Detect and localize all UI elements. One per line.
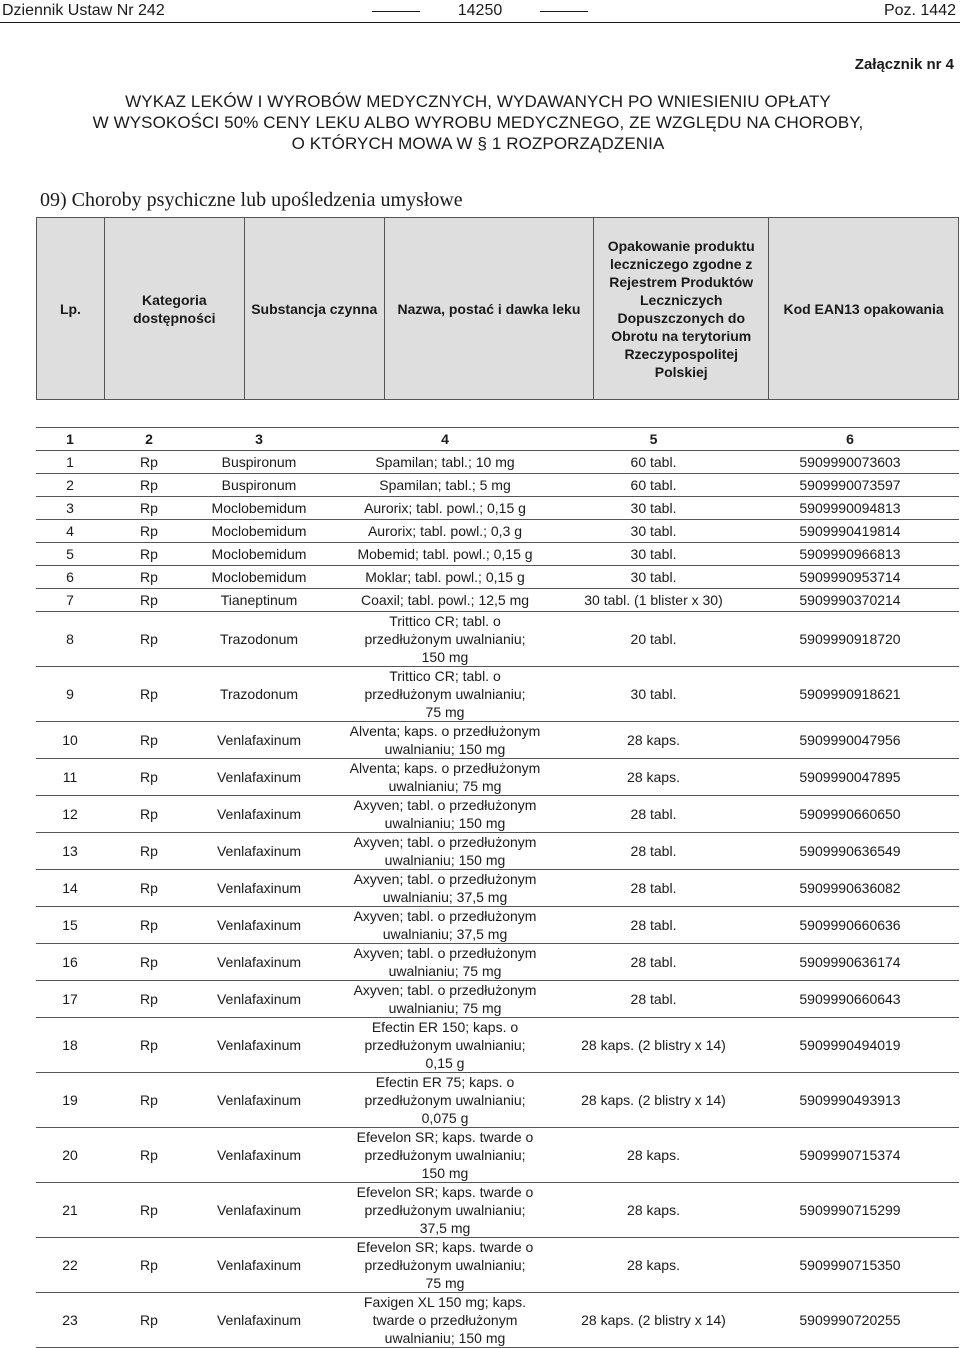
column-number: 6 — [741, 428, 959, 451]
row-package: 30 tabl. — [566, 566, 741, 589]
row-lp: 5 — [36, 543, 104, 566]
row-package: 28 tabl. — [566, 870, 741, 907]
row-category: Rp — [104, 566, 194, 589]
row-category: Rp — [104, 1073, 194, 1128]
drug-table — [36, 427, 959, 1348]
row-drug-name: Axyven; tabl. o przedłużonym uwalnianiu; 150 mg — [324, 833, 566, 870]
table-row — [36, 497, 959, 520]
row-ean: 5909990094813 — [741, 497, 959, 520]
column-number: 4 — [324, 428, 566, 451]
row-ean: 5909990953714 — [741, 566, 959, 589]
row-ean: 5909990918621 — [741, 667, 959, 722]
row-ean: 5909990715299 — [741, 1183, 959, 1238]
row-category: Rp — [104, 944, 194, 981]
row-substance: Venlafaxinum — [194, 796, 324, 833]
header-package: Opakowanie produktu leczniczego zgodne z Rejestrem Produktów Leczniczych Dopuszczonych do Obrotu na terytorium Rzeczypospolitej Polskiej — [594, 218, 769, 400]
page-number: 14250 — [430, 2, 530, 20]
row-drug-name: Alventa; kaps. o przedłużonym uwalnianiu; 150 mg — [324, 722, 566, 759]
table-row — [36, 566, 959, 589]
title-line: WYKAZ LEKÓW I WYROBÓW MEDYCZNYCH, WYDAWANYCH PO WNIESIENIU OPŁATY — [125, 92, 831, 111]
row-lp: 4 — [36, 520, 104, 543]
row-lp: 15 — [36, 907, 104, 944]
annex-label: Załącznik nr 4 — [854, 56, 954, 73]
row-drug-name: Efectin ER 150; kaps. o przedłużonym uwalnianiu; 0,15 g — [324, 1018, 566, 1073]
row-substance: Buspironum — [194, 451, 324, 474]
row-substance: Venlafaxinum — [194, 870, 324, 907]
row-package: 28 kaps. — [566, 722, 741, 759]
header-drug-name: Nazwa, postać i dawka leku — [384, 218, 594, 400]
row-substance: Moclobemidum — [194, 566, 324, 589]
row-drug-name: Axyven; tabl. o przedłużonym uwalnianiu; 37,5 mg — [324, 870, 566, 907]
row-ean: 5909990073603 — [741, 451, 959, 474]
row-package: 28 tabl. — [566, 981, 741, 1018]
row-drug-name: Axyven; tabl. o przedłużonym uwalnianiu; 37,5 mg — [324, 907, 566, 944]
row-lp: 2 — [36, 474, 104, 497]
table-row — [36, 981, 959, 1018]
row-lp: 10 — [36, 722, 104, 759]
row-lp: 17 — [36, 981, 104, 1018]
row-package: 28 kaps. — [566, 759, 741, 796]
row-drug-name: Aurorix; tabl. powl.; 0,15 g — [324, 497, 566, 520]
row-substance: Venlafaxinum — [194, 759, 324, 796]
row-category: Rp — [104, 520, 194, 543]
row-lp: 11 — [36, 759, 104, 796]
row-category: Rp — [104, 497, 194, 520]
row-package: 28 kaps. — [566, 1183, 741, 1238]
row-drug-name: Efevelon SR; kaps. twarde o przedłużonym uwalnianiu; 75 mg — [324, 1238, 566, 1293]
row-drug-name: Efevelon SR; kaps. twarde o przedłużonym uwalnianiu; 37,5 mg — [324, 1183, 566, 1238]
row-lp: 1 — [36, 451, 104, 474]
row-lp: 7 — [36, 589, 104, 612]
row-substance: Venlafaxinum — [194, 1018, 324, 1073]
row-drug-name: Axyven; tabl. o przedłużonym uwalnianiu; 150 mg — [324, 796, 566, 833]
table-row — [36, 759, 959, 796]
row-drug-name: Alventa; kaps. o przedłużonym uwalnianiu; 75 mg — [324, 759, 566, 796]
row-substance: Venlafaxinum — [194, 1238, 324, 1293]
journal-name: Dziennik Ustaw Nr 242 — [2, 2, 165, 19]
table-header — [36, 217, 959, 400]
row-package: 20 tabl. — [566, 612, 741, 667]
row-ean: 5909990720255 — [741, 1293, 959, 1348]
row-package: 28 kaps. (2 blistry x 14) — [566, 1293, 741, 1348]
row-drug-name: Axyven; tabl. o przedłużonym uwalnianiu; 75 mg — [324, 981, 566, 1018]
row-substance: Trazodonum — [194, 667, 324, 722]
row-lp: 23 — [36, 1293, 104, 1348]
table-row — [36, 796, 959, 833]
row-package: 28 kaps. (2 blistry x 14) — [566, 1073, 741, 1128]
column-number: 3 — [194, 428, 324, 451]
row-substance: Moclobemidum — [194, 543, 324, 566]
row-package: 60 tabl. — [566, 474, 741, 497]
row-package: 28 kaps. — [566, 1238, 741, 1293]
row-lp: 9 — [36, 667, 104, 722]
row-lp: 21 — [36, 1183, 104, 1238]
row-substance: Venlafaxinum — [194, 981, 324, 1018]
row-ean: 5909990636082 — [741, 870, 959, 907]
row-ean: 5909990419814 — [741, 520, 959, 543]
row-drug-name: Faxigen XL 150 mg; kaps. twarde o przedłużonym uwalnianiu; 150 mg — [324, 1293, 566, 1348]
row-package: 30 tabl. (1 blister x 30) — [566, 589, 741, 612]
table-row — [36, 667, 959, 722]
row-package: 30 tabl. — [566, 520, 741, 543]
row-substance: Moclobemidum — [194, 520, 324, 543]
row-substance: Trazodonum — [194, 612, 324, 667]
row-ean: 5909990966813 — [741, 543, 959, 566]
header-lp: Lp. — [37, 218, 105, 400]
table-row — [36, 451, 959, 474]
row-category: Rp — [104, 474, 194, 497]
table-row — [36, 474, 959, 497]
section-title: 09) Choroby psychiczne lub upośledzenia umysłowe — [40, 189, 463, 211]
row-package: 60 tabl. — [566, 451, 741, 474]
row-drug-name: Spamilan; tabl.; 5 mg — [324, 474, 566, 497]
row-lp: 20 — [36, 1128, 104, 1183]
row-package: 28 kaps. — [566, 1128, 741, 1183]
row-substance: Buspironum — [194, 474, 324, 497]
table-row — [36, 907, 959, 944]
title-line: W WYSOKOŚCI 50% CENY LEKU ALBO WYROBU MEDYCZNEGO, ZE WZGLĘDU NA CHOROBY, — [92, 113, 864, 132]
row-drug-name: Coaxil; tabl. powl.; 12,5 mg — [324, 589, 566, 612]
table-row — [36, 612, 959, 667]
row-category: Rp — [104, 543, 194, 566]
row-drug-name: Axyven; tabl. o przedłużonym uwalnianiu; 75 mg — [324, 944, 566, 981]
row-package: 28 tabl. — [566, 907, 741, 944]
table-row — [36, 833, 959, 870]
row-lp: 13 — [36, 833, 104, 870]
row-package: 28 tabl. — [566, 796, 741, 833]
row-drug-name: Mobemid; tabl. powl.; 0,15 g — [324, 543, 566, 566]
row-package: 28 tabl. — [566, 833, 741, 870]
row-category: Rp — [104, 1183, 194, 1238]
row-substance: Moclobemidum — [194, 497, 324, 520]
row-lp: 14 — [36, 870, 104, 907]
row-lp: 6 — [36, 566, 104, 589]
title-line: O KTÓRYCH MOWA W § 1 ROZPORZĄDZENIA — [291, 134, 665, 153]
row-ean: 5909990370214 — [741, 589, 959, 612]
row-ean: 5909990494019 — [741, 1018, 959, 1073]
row-ean: 5909990918720 — [741, 612, 959, 667]
row-ean: 5909990715374 — [741, 1128, 959, 1183]
row-ean: 5909990073597 — [741, 474, 959, 497]
header-substance: Substancja czynna — [244, 218, 384, 400]
row-category: Rp — [104, 1238, 194, 1293]
row-category: Rp — [104, 1018, 194, 1073]
row-drug-name: Trittico CR; tabl. o przedłużonym uwalnianiu; 75 mg — [324, 667, 566, 722]
row-lp: 8 — [36, 612, 104, 667]
row-category: Rp — [104, 722, 194, 759]
table-row — [36, 1238, 959, 1293]
table-row — [36, 1128, 959, 1183]
row-ean: 5909990636549 — [741, 833, 959, 870]
row-package: 28 kaps. (2 blistry x 14) — [566, 1018, 741, 1073]
table-row — [36, 589, 959, 612]
row-package: 28 tabl. — [566, 944, 741, 981]
table-row — [36, 520, 959, 543]
position-number: Poz. 1442 — [883, 2, 956, 19]
row-ean: 5909990715350 — [741, 1238, 959, 1293]
table-row — [36, 543, 959, 566]
document-title — [38, 91, 918, 154]
row-ean: 5909990636174 — [741, 944, 959, 981]
row-drug-name: Moklar; tabl. powl.; 0,15 g — [324, 566, 566, 589]
row-category: Rp — [104, 981, 194, 1018]
row-category: Rp — [104, 870, 194, 907]
row-category: Rp — [104, 1293, 194, 1348]
row-category: Rp — [104, 612, 194, 667]
row-substance: Venlafaxinum — [194, 722, 324, 759]
row-category: Rp — [104, 907, 194, 944]
row-substance: Venlafaxinum — [194, 1183, 324, 1238]
row-substance: Venlafaxinum — [194, 833, 324, 870]
row-ean: 5909990493913 — [741, 1073, 959, 1128]
row-package: 30 tabl. — [566, 667, 741, 722]
row-lp: 18 — [36, 1018, 104, 1073]
row-category: Rp — [104, 667, 194, 722]
row-drug-name: Efectin ER 75; kaps. o przedłużonym uwalnianiu; 0,075 g — [324, 1073, 566, 1128]
row-drug-name: Aurorix; tabl. powl.; 0,3 g — [324, 520, 566, 543]
row-category: Rp — [104, 833, 194, 870]
row-category: Rp — [104, 451, 194, 474]
row-package: 30 tabl. — [566, 497, 741, 520]
header-ean: Kod EAN13 opakowania — [769, 218, 959, 400]
row-drug-name: Trittico CR; tabl. o przedłużonym uwalnianiu; 150 mg — [324, 612, 566, 667]
row-lp: 22 — [36, 1238, 104, 1293]
table-row — [36, 1018, 959, 1073]
row-lp: 19 — [36, 1073, 104, 1128]
row-substance: Venlafaxinum — [194, 1293, 324, 1348]
row-category: Rp — [104, 759, 194, 796]
row-drug-name: Efevelon SR; kaps. twarde o przedłużonym uwalnianiu; 150 mg — [324, 1128, 566, 1183]
row-substance: Venlafaxinum — [194, 944, 324, 981]
row-category: Rp — [104, 796, 194, 833]
table-row — [36, 722, 959, 759]
row-substance: Venlafaxinum — [194, 907, 324, 944]
row-ean: 5909990047956 — [741, 722, 959, 759]
table-row — [36, 944, 959, 981]
row-substance: Tianeptinum — [194, 589, 324, 612]
table-row — [36, 1183, 959, 1238]
column-number: 2 — [104, 428, 194, 451]
table-row — [36, 1073, 959, 1128]
row-drug-name: Spamilan; tabl.; 10 mg — [324, 451, 566, 474]
row-package: 30 tabl. — [566, 543, 741, 566]
row-ean: 5909990047895 — [741, 759, 959, 796]
row-lp: 3 — [36, 497, 104, 520]
header-rule — [0, 22, 960, 23]
column-numbers-row — [36, 428, 959, 451]
table-row — [36, 1293, 959, 1348]
row-ean: 5909990660636 — [741, 907, 959, 944]
row-substance: Venlafaxinum — [194, 1073, 324, 1128]
row-lp: 16 — [36, 944, 104, 981]
column-number: 1 — [36, 428, 104, 451]
row-ean: 5909990660643 — [741, 981, 959, 1018]
row-substance: Venlafaxinum — [194, 1128, 324, 1183]
table-row — [36, 870, 959, 907]
row-category: Rp — [104, 589, 194, 612]
row-lp: 12 — [36, 796, 104, 833]
column-number: 5 — [566, 428, 741, 451]
row-category: Rp — [104, 1128, 194, 1183]
row-ean: 5909990660650 — [741, 796, 959, 833]
header-category: Kategoria dostępności — [104, 218, 244, 400]
page-header — [0, 0, 960, 24]
